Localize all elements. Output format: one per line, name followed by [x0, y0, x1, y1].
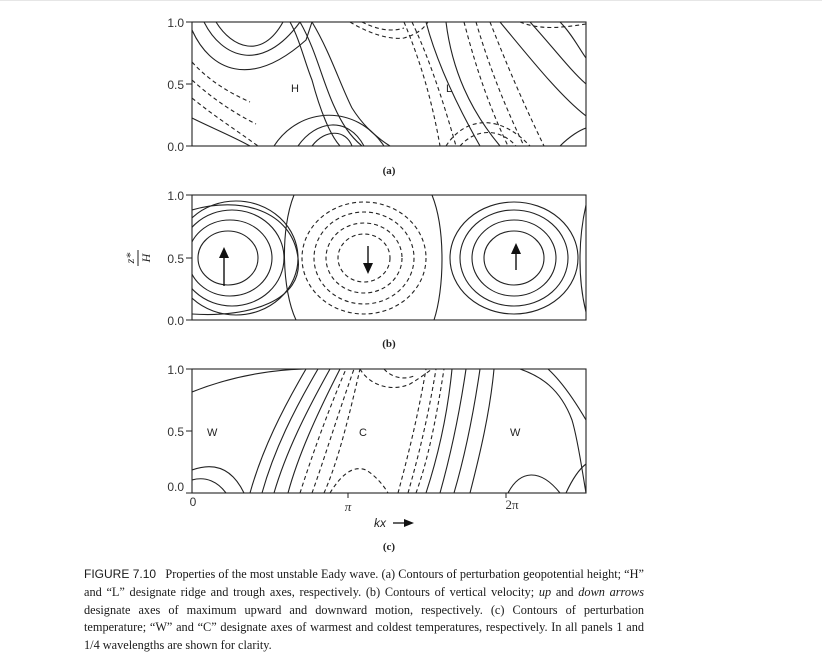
ridge-label-h: H [291, 83, 299, 95]
warm-label-left: W [207, 427, 218, 439]
x-tick-0: 0 [189, 495, 197, 509]
panel-c-ytick-0: 0.0 [167, 480, 184, 494]
panel-b-down-cell [302, 202, 426, 314]
up-arrow-icon [511, 243, 521, 270]
y-axis-label [123, 250, 153, 266]
panel-a-solid-contours [192, 22, 586, 146]
panel-c-label: (c) [382, 541, 396, 553]
down-arrow-icon [363, 246, 373, 274]
figure-caption [84, 566, 644, 655]
y-axis-label-denominator: H [139, 253, 153, 263]
panel-b-ytick-0: 0.0 [167, 314, 184, 328]
panel-a [167, 16, 586, 177]
caption-down-arrows: down arrows [578, 584, 645, 599]
panel-b-ytick-1: 1.0 [167, 189, 184, 203]
panel-c [167, 363, 586, 553]
caption-text-2: and [551, 584, 579, 599]
right-arrow-icon [393, 519, 414, 527]
trough-label-l: L [446, 83, 453, 95]
panel-b-label: (b) [382, 338, 396, 350]
panel-b-up-cell-right [284, 195, 586, 320]
panel-b-up-cell-left [174, 201, 298, 315]
panel-c-ytick-05: 0.5 [167, 425, 184, 439]
panel-b-ytick-05: 0.5 [167, 252, 184, 266]
x-tick-pi: π [344, 499, 352, 514]
panel-c-dashed-contours [300, 369, 444, 493]
caption-text-1: Properties of the most unstable Eady wave. (a) Contours of perturbation geopotential height; “H” and “L” designate ridge and trough axes, respectively. (b) Contours of vertical velocity; [84, 567, 644, 599]
x-axis-label: kx [374, 516, 386, 530]
panel-a-ytick-05: 0.5 [167, 78, 184, 92]
cold-label: C [359, 427, 367, 439]
up-arrow-icon [219, 247, 229, 286]
caption-up: up [538, 584, 552, 599]
panel-a-dashed-contours [192, 22, 586, 146]
y-axis-label-numerator: z* [123, 252, 137, 264]
warm-label-right: W [510, 427, 521, 439]
x-tick-2pi: 2π [505, 497, 519, 512]
caption-text-3: designate axes of maximum upward and downward motion, respectively. (c) Contours of perturbation temperature; “W” and “C” designate axes of warmest and coldest temperatures, respectively. In all panels 1 and 1/4 wavelengths are shown for clarity. [84, 602, 644, 653]
panel-b [167, 189, 586, 350]
panel-a-label: (a) [382, 165, 396, 177]
panel-c-ytick-1: 1.0 [167, 363, 184, 377]
panel-a-ytick-0: 0.0 [167, 140, 184, 154]
panel-a-frame [192, 22, 586, 146]
figure-number: FIGURE 7.10 [84, 567, 157, 581]
panel-a-ytick-1: 1.0 [167, 16, 184, 30]
